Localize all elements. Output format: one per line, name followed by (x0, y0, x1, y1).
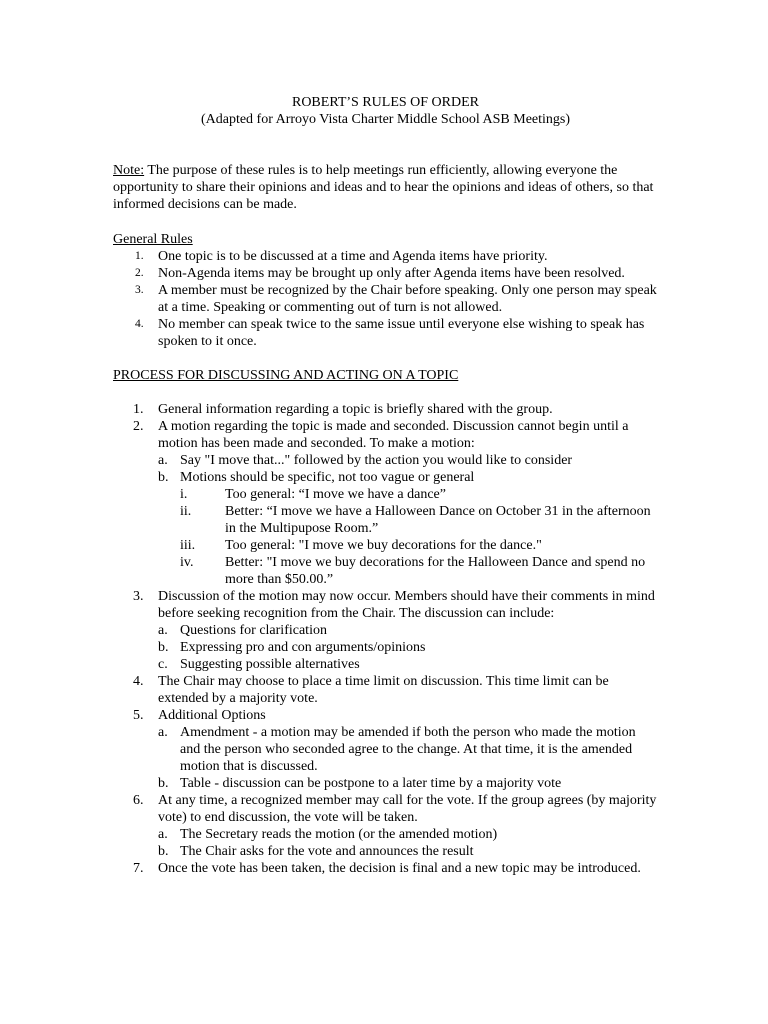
document-page (113, 94, 658, 877)
sub-letter: a. (158, 453, 168, 468)
process-item (113, 673, 658, 707)
sub-item (158, 656, 658, 673)
list-number: 2. (135, 267, 144, 279)
sub-item-text: Say "I move that..." followed by the action you would like to consider (180, 453, 573, 468)
list-item-text: A motion regarding the topic is made and seconded. Discussion cannot begin until a motion has been made and seconded. To make a motion: (158, 419, 629, 451)
list-number: 1. (135, 250, 144, 262)
general-rule-item (113, 265, 658, 282)
sub-item (158, 775, 658, 792)
roman-item (180, 554, 658, 588)
sub-letter: a. (158, 725, 168, 740)
note-label: Note: (113, 163, 145, 178)
sub-list (158, 724, 658, 792)
sub-item-text: Suggesting possible alternatives (180, 657, 360, 672)
sub-item-text: Motions should be specific, not too vague or general (180, 470, 475, 485)
sub-item (158, 826, 658, 843)
list-item-text: General information regarding a topic is briefly shared with the group. (158, 402, 553, 417)
list-number: 1. (133, 402, 144, 417)
sub-item (158, 622, 658, 639)
list-number: 4. (135, 318, 144, 330)
general-rule-item (113, 316, 658, 350)
list-item-text: The Chair may choose to place a time limit on discussion. This time limit can be extended by a majority vote. (158, 674, 609, 706)
sub-letter: b. (158, 470, 169, 485)
roman-item-text: Too general: “I move we have a dance” (225, 487, 446, 502)
general-rule-item (113, 282, 658, 316)
process-heading: PROCESS FOR DISCUSSING AND ACTING ON A TOPIC (113, 368, 459, 383)
roman-list (180, 486, 658, 588)
sub-list (158, 826, 658, 860)
list-number: 7. (133, 861, 144, 876)
list-item-text: Additional Options (158, 708, 266, 723)
roman-item-text: Too general: "I move we buy decorations for the dance." (225, 538, 542, 553)
list-number: 4. (133, 674, 144, 689)
document-subtitle: (Adapted for Arroyo Vista Charter Middle School ASB Meetings) (200, 112, 571, 127)
list-item-text: A member must be recognized by the Chair before speaking. Only one person may speak at a time. Speaking or commenting out of turn is not allowed. (158, 283, 657, 315)
note-text: The purpose of these rules is to help meetings run efficiently, allowing everyone the opportunity to share their opinions and ideas and to hear the opinions and ideas of others, so that informed decisions can be made. (113, 163, 654, 212)
sub-item (158, 843, 658, 860)
roman-item (180, 503, 658, 537)
sub-letter: c. (158, 657, 168, 672)
list-item-text: Non-Agenda items may be brought up only after Agenda items have been resolved. (158, 266, 625, 281)
list-item-text: No member can speak twice to the same issue until everyone else wishing to speak has spoken to it once. (158, 317, 645, 349)
sub-list (158, 622, 658, 673)
sub-item-text: Amendment - a motion may be amended if both the person who made the motion and the person who seconded agree to the change. At that time, it is the amended motion that is discussed. (180, 725, 636, 774)
process-item (113, 860, 658, 877)
process-item (113, 401, 658, 418)
sub-item-text: Expressing pro and con arguments/opinions (180, 640, 426, 655)
document-title: ROBERT’S RULES OF ORDER (291, 95, 480, 110)
process-item (113, 418, 658, 588)
sub-item (158, 452, 658, 469)
sub-item (158, 639, 658, 656)
sub-letter: b. (158, 776, 169, 791)
roman-numeral: ii. (180, 504, 192, 519)
sub-letter: b. (158, 640, 169, 655)
list-item-text: Discussion of the motion may now occur. Members should have their comments in mind before seeking recognition from the Chair. The discussion can include: (158, 589, 655, 621)
roman-numeral: i. (180, 487, 188, 502)
sub-letter: a. (158, 827, 168, 842)
process-item (113, 707, 658, 792)
process-item (113, 588, 658, 673)
list-number: 3. (133, 589, 144, 604)
process-list (113, 401, 658, 877)
list-number: 5. (133, 708, 144, 723)
sub-item-text: Table - discussion can be postpone to a later time by a majority vote (180, 776, 562, 791)
general-rule-item (113, 248, 658, 265)
list-item-text: One topic is to be discussed at a time and Agenda items have priority. (158, 249, 548, 264)
general-rules-heading: General Rules (113, 232, 193, 247)
sub-item (158, 724, 658, 775)
roman-numeral: iv. (180, 555, 194, 570)
sub-item-text: The Chair asks for the vote and announces the result (180, 844, 474, 859)
roman-item-text: Better: “I move we have a Halloween Dance on October 31 in the afternoon in the Multipupose Room.” (225, 504, 651, 536)
list-number: 6. (133, 793, 144, 808)
sub-item (158, 469, 658, 588)
sub-item-text: Questions for clarification (180, 623, 327, 638)
roman-item (180, 486, 658, 503)
roman-item (180, 537, 658, 554)
list-item-text: At any time, a recognized member may call for the vote. If the group agrees (by majority vote) to end discussion, the vote will be taken. (158, 793, 657, 825)
process-item (113, 792, 658, 860)
roman-numeral: iii. (180, 538, 196, 553)
roman-item-text: Better: "I move we buy decorations for the Halloween Dance and spend no more than $50.00.” (225, 555, 646, 587)
list-item-text: Once the vote has been taken, the decision is final and a new topic may be introduced. (158, 861, 641, 876)
list-number: 3. (135, 284, 144, 296)
note-paragraph (113, 162, 658, 213)
sub-item-text: The Secretary reads the motion (or the amended motion) (180, 827, 498, 842)
general-rules-list (113, 248, 658, 350)
list-number: 2. (133, 419, 144, 434)
sub-letter: b. (158, 844, 169, 859)
sub-letter: a. (158, 623, 168, 638)
sub-list (158, 452, 658, 588)
